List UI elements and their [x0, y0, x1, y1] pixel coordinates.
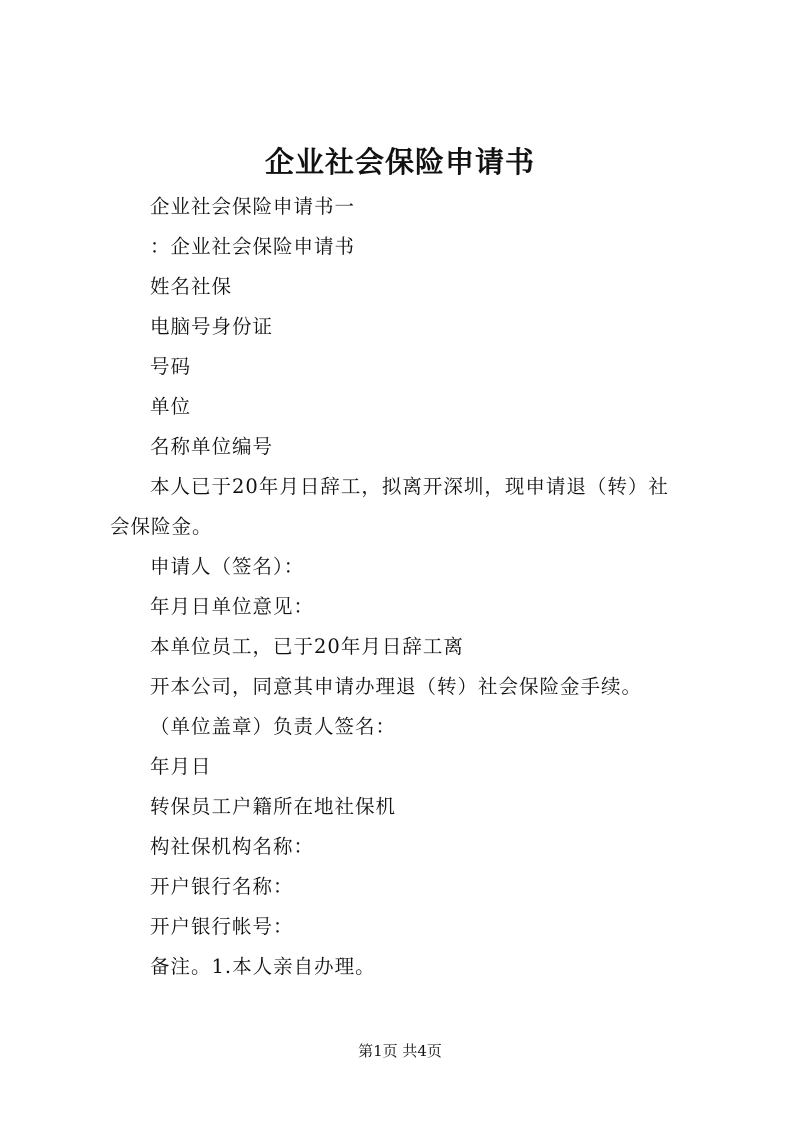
document-line: 电脑号身份证	[150, 315, 274, 338]
document-line: ：企业社会保险申请书	[150, 235, 356, 258]
document-line: 姓名社保	[150, 275, 233, 298]
document-line: 开户银行名称：	[150, 875, 294, 898]
document-line: 本人已于20年月日辞工，拟离开深圳，现申请退（转）社	[150, 475, 669, 498]
document-line: 名称单位编号	[150, 435, 274, 458]
document-line: 年月日单位意见：	[150, 595, 315, 618]
document-line: 开本公司，同意其申请办理退（转）社会保险金手续。	[150, 675, 643, 698]
document-line: 转保员工户籍所在地社保机	[150, 795, 397, 818]
document-line: 单位	[150, 395, 192, 418]
document-title: 企业社会保险申请书	[264, 145, 535, 179]
document-line: （单位盖章）负责人签名：	[150, 715, 397, 738]
document-line: 备注。1.本人亲自办理。	[150, 955, 376, 978]
document-line: 开户银行帐号：	[150, 915, 294, 938]
document-line: 会保险金。	[110, 515, 213, 538]
document-line: 年月日	[150, 755, 212, 778]
document-line: 申请人（签名）：	[150, 555, 305, 578]
document-line: 号码	[150, 355, 192, 378]
page-footer: 第1页 共4页	[358, 1042, 442, 1060]
document-line: 企业社会保险申请书一	[150, 195, 356, 218]
document-line: 本单位员工，已于20年月日辞工离	[150, 635, 464, 658]
document-line: 构社保机构名称：	[150, 835, 315, 858]
